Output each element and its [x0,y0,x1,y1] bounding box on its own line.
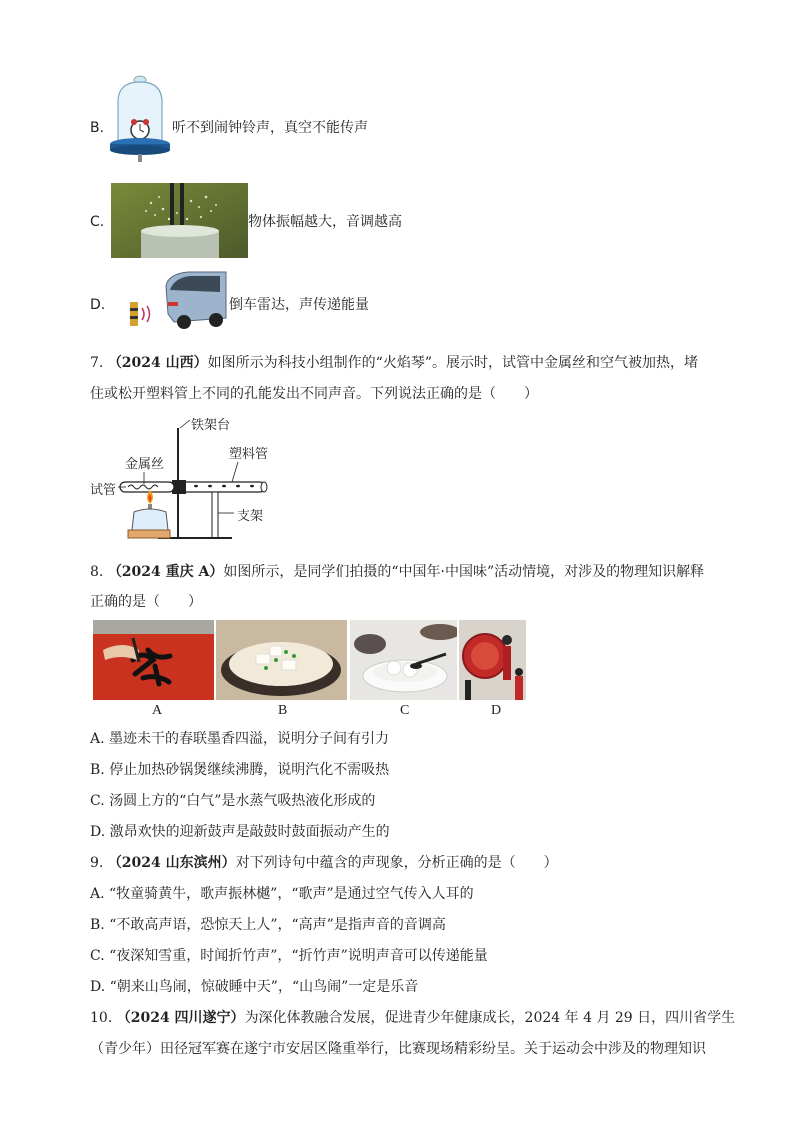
caption-d: D [491,703,502,718]
question-9-number: 9. [90,855,104,871]
caption-b: B [278,703,288,718]
question-7-stem-line2: 住或松开塑料管上不同的孔能发出不同声音。下列说法正确的是（ ） [90,386,538,402]
question-7-stem-line1: 如图所示为科技小组制作的“火焰琴”。展示时，试管中金属丝和空气被加热，堵 [207,355,698,371]
question-9-option-b: B. “不敢高声语，恐惊天上人”，“高声”是指声音的音调高 [90,917,446,933]
question-8-stem-line2: 正确的是（ ） [90,594,202,610]
question-9-option-a: A. “牧童骑黄牛，歌声振林樾”，“歌声”是通过空气传入人耳的 [90,886,474,902]
question-8-option-b: B. 停止加热砂锅煲继续沸腾，说明汽化不需吸热 [90,762,390,778]
option-d-label: D. [90,297,106,313]
question-7-number: 7. [90,355,104,371]
bell-jar-figure [108,72,172,164]
option-b-label: B. [90,120,105,136]
question-10-source: （2024 四川遂宁） [116,1010,245,1026]
question-10-line1 [90,1008,735,1028]
question-8-option-a: A. 墨迹未干的春联墨香四溢，说明分子间有引力 [90,731,390,747]
question-9-option-c: C. “夜深知雪重，时闻折竹声”，“折竹声”说明声音可以传递能量 [90,948,488,964]
question-7-source: （2024 山西） [107,355,208,371]
option-c-text: 物体振幅越大，音调越高 [248,214,402,230]
option-c-label: C. [90,214,105,230]
label-metal-wire: 金属丝 [125,457,165,472]
photo-a-calligraphy [93,620,214,700]
label-plastic-pipe: 塑料管 [229,447,269,462]
question-8-option-c: C. 汤圆上方的“白气”是水蒸气吸热液化形成的 [90,793,376,809]
question-8-line1 [90,562,704,582]
question-10-stem-line1: 为深化体教融合发展，促进青少年健康成长，2024 年 4 月 29 日，四川省学生 [244,1010,736,1026]
question-10-stem-line2: （青少年）田径冠军赛在遂宁市安居区隆重举行，比赛现场精彩纷呈。关于运动会中涉及的物理知识 [90,1041,706,1057]
photo-d-drum [459,620,526,700]
question-9-stem: 对下列诗句中蕴含的声现象，分析正确的是（ ） [235,855,558,871]
photo-b-soup-pot [216,620,347,700]
label-iron-stand: 铁架台 [191,418,231,433]
question-9-option-d: D. “朝来山鸟闹，惊破睡中天”，“山鸟闹”一定是乐音 [90,979,419,995]
caption-a: A [152,703,163,718]
tuning-fork-splash-photo [111,183,248,258]
question-8-source: （2024 重庆 A） [107,564,224,580]
question-8-option-d: D. 激昂欢快的迎新鼓声是敲鼓时鼓面振动产生的 [90,824,390,840]
label-test-tube: 试管 [90,483,117,498]
question-8-stem-line1: 如图所示，是同学们拍摄的“中国年·中国味”活动情境，对涉及的物理知识解释 [223,564,705,580]
question-10-number: 10. [90,1010,113,1026]
question-8-number: 8. [90,564,104,580]
caption-c: C [400,703,410,718]
question-9-source: （2024 山东滨州） [107,855,236,871]
reversing-car-figure [128,266,228,330]
option-b-text: 听不到闹钟铃声，真空不能传声 [172,120,368,136]
label-support: 支架 [237,509,264,524]
question-7-line1 [90,353,698,373]
question-9-line1 [90,853,558,873]
photo-c-tangyuan [350,620,457,700]
option-d-text: 倒车雷达，声传递能量 [229,297,369,313]
